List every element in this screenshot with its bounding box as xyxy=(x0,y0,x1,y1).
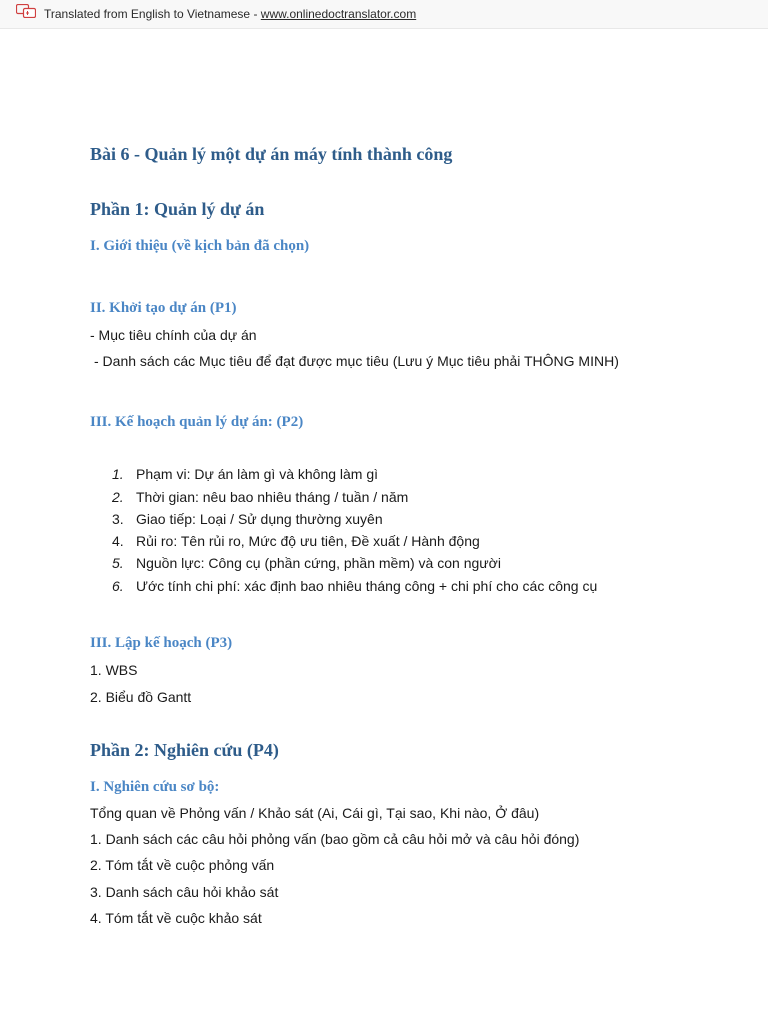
planning-line: 1. WBS xyxy=(90,662,138,678)
initiation-line: - Danh sách các Mục tiêu để đạt được mục tiêu (Lưu ý Mục tiêu phải THÔNG MINH) xyxy=(94,353,619,369)
research-line: 2. Tóm tắt về cuộc phỏng vấn xyxy=(90,857,275,873)
list-text: Nguồn lực: Công cụ (phần cứng, phần mềm) và con người xyxy=(136,555,501,571)
translate-logo-icon xyxy=(16,4,36,18)
section-research-heading: I. Nghiên cứu sơ bộ: xyxy=(90,779,220,795)
research-line: Tổng quan về Phỏng vấn / Khảo sát (Ai, Cái gì, Tại sao, Khi nào, Ở đâu) xyxy=(90,805,540,821)
research-line: 3. Danh sách câu hỏi khảo sát xyxy=(90,884,279,900)
list-number: 4. xyxy=(112,533,124,549)
planning-line: 2. Biểu đồ Gantt xyxy=(90,689,192,705)
translation-note-text: Translated from English to Vietnamese - xyxy=(44,7,261,21)
initiation-line: - Mục tiêu chính của dự án xyxy=(90,327,257,343)
list-number: 3. xyxy=(112,511,124,527)
part1-heading: Phần 1: Quản lý dự án xyxy=(90,199,265,219)
list-text: Phạm vi: Dự án làm gì và không làm gì xyxy=(136,466,379,482)
document-title: Bài 6 - Quản lý một dự án máy tính thành công xyxy=(90,144,453,164)
translation-banner xyxy=(0,0,768,29)
list-number: 1. xyxy=(112,466,124,482)
list-text: Giao tiếp: Loại / Sử dụng thường xuyên xyxy=(136,511,383,527)
translator-link[interactable]: www.onlinedoctranslator.com xyxy=(260,7,417,21)
section-plan-heading: III. Kế hoạch quản lý dự án: (P2) xyxy=(90,414,304,430)
list-text: Ước tính chi phí: xác định bao nhiêu tháng công + chi phí cho các công cụ xyxy=(136,578,598,594)
translation-note xyxy=(44,7,416,21)
list-text: Thời gian: nêu bao nhiêu tháng / tuần / năm xyxy=(136,489,409,505)
list-number: 5. xyxy=(112,555,124,571)
list-number: 6. xyxy=(112,578,124,594)
research-line: 4. Tóm tắt về cuộc khảo sát xyxy=(90,910,262,926)
list-text: Rủi ro: Tên rủi ro, Mức độ ưu tiên, Đề xuất / Hành động xyxy=(136,533,480,549)
list-number: 2. xyxy=(112,489,124,505)
section-intro-heading: I. Giới thiệu (về kịch bản đã chọn) xyxy=(90,238,310,254)
section-initiation-heading: II. Khởi tạo dự án (P1) xyxy=(90,300,237,316)
research-line: 1. Danh sách các câu hỏi phỏng vấn (bao gồm cả câu hỏi mở và câu hỏi đóng) xyxy=(90,831,580,847)
section-planning-heading: III. Lập kế hoạch (P3) xyxy=(90,635,233,651)
part2-heading: Phần 2: Nghiên cứu (P4) xyxy=(90,740,279,760)
